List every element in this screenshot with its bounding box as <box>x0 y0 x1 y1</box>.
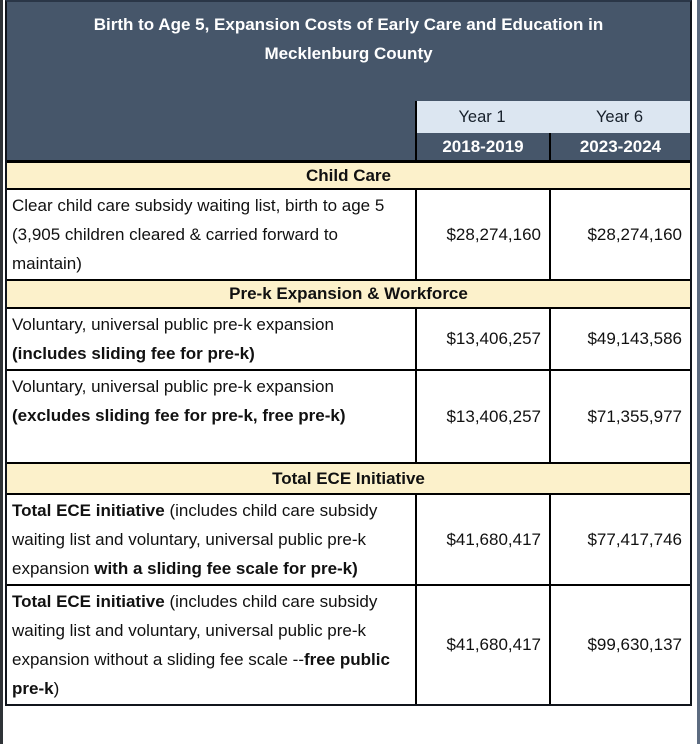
cell-value-year1: $41,680,417 <box>415 495 549 584</box>
row-description <box>7 190 415 279</box>
description-bold-segment: Total ECE initiative <box>12 501 165 520</box>
table-body <box>7 163 690 704</box>
description-text-segment: ) <box>53 679 60 698</box>
table-row-total-0 <box>7 495 690 586</box>
section-header-prek: Pre-k Expansion & Workforce <box>7 281 690 309</box>
row-description <box>7 371 415 462</box>
description-bold-segment: free public pre-k <box>12 650 390 698</box>
year-subheader-row <box>7 133 690 163</box>
section-header-total: Total ECE Initiative <box>7 464 690 495</box>
description-bold-segment: (includes sliding fee for pre-k) <box>12 344 255 363</box>
table-row-prek-0 <box>7 309 690 371</box>
description-text-segment: (includes child care subsidy waiting list and voluntary, universal public pre-k expansion <box>12 501 378 578</box>
cell-value-year6: $28,274,160 <box>549 190 690 279</box>
table-row-childcare-0 <box>7 190 690 281</box>
column-subheader-2018-2019: 2018-2019 <box>415 133 549 160</box>
cell-value-year6: $71,355,977 <box>549 371 690 462</box>
cell-value-year6: $77,417,746 <box>549 495 690 584</box>
description-text-segment: Clear child care subsidy waiting list, birth to age 5 (3,905 children cleared & carried forward to maintain) <box>12 196 385 273</box>
cell-value-year1: $41,680,417 <box>415 586 549 704</box>
description-text-segment: Voluntary, universal public pre-k expansion <box>12 377 334 396</box>
cell-value-year1: $28,274,160 <box>415 190 549 279</box>
description-text-segment: Voluntary, universal public pre-k expansion <box>12 315 334 334</box>
cell-value-year1: $13,406,257 <box>415 371 549 462</box>
description-bold-segment: Total ECE initiative <box>12 592 165 611</box>
year-subheader-spacer <box>7 133 415 160</box>
cost-table <box>5 0 692 706</box>
page-title: Birth to Age 5, Expansion Costs of Early Care and Education in Mecklenburg County <box>93 15 604 63</box>
year-label-band <box>415 101 690 133</box>
description-text-segment: (includes child care subsidy waiting list and voluntary, universal public pre-k expansion without a sliding fee scale -- <box>12 592 378 669</box>
row-description <box>7 309 415 369</box>
cell-value-year1: $13,406,257 <box>415 309 549 369</box>
column-subheader-2023-2024: 2023-2024 <box>549 133 690 160</box>
description-bold-segment: with a sliding fee scale for pre-k) <box>94 559 358 578</box>
description-bold-segment: (excludes sliding fee for pre-k, free pre-k) <box>12 406 346 425</box>
column-header-year6: Year 6 <box>595 107 644 126</box>
cell-value-year6: $99,630,137 <box>549 586 690 704</box>
table-title-bar <box>7 2 690 94</box>
section-header-childcare: Child Care <box>7 163 690 190</box>
row-description <box>7 495 415 584</box>
year-label-row <box>7 94 690 133</box>
row-description <box>7 586 415 704</box>
column-header-year1: Year 1 <box>417 101 549 133</box>
table-row-total-1 <box>7 586 690 704</box>
cell-value-year6: $49,143,586 <box>549 309 690 369</box>
table-row-prek-1 <box>7 371 690 464</box>
